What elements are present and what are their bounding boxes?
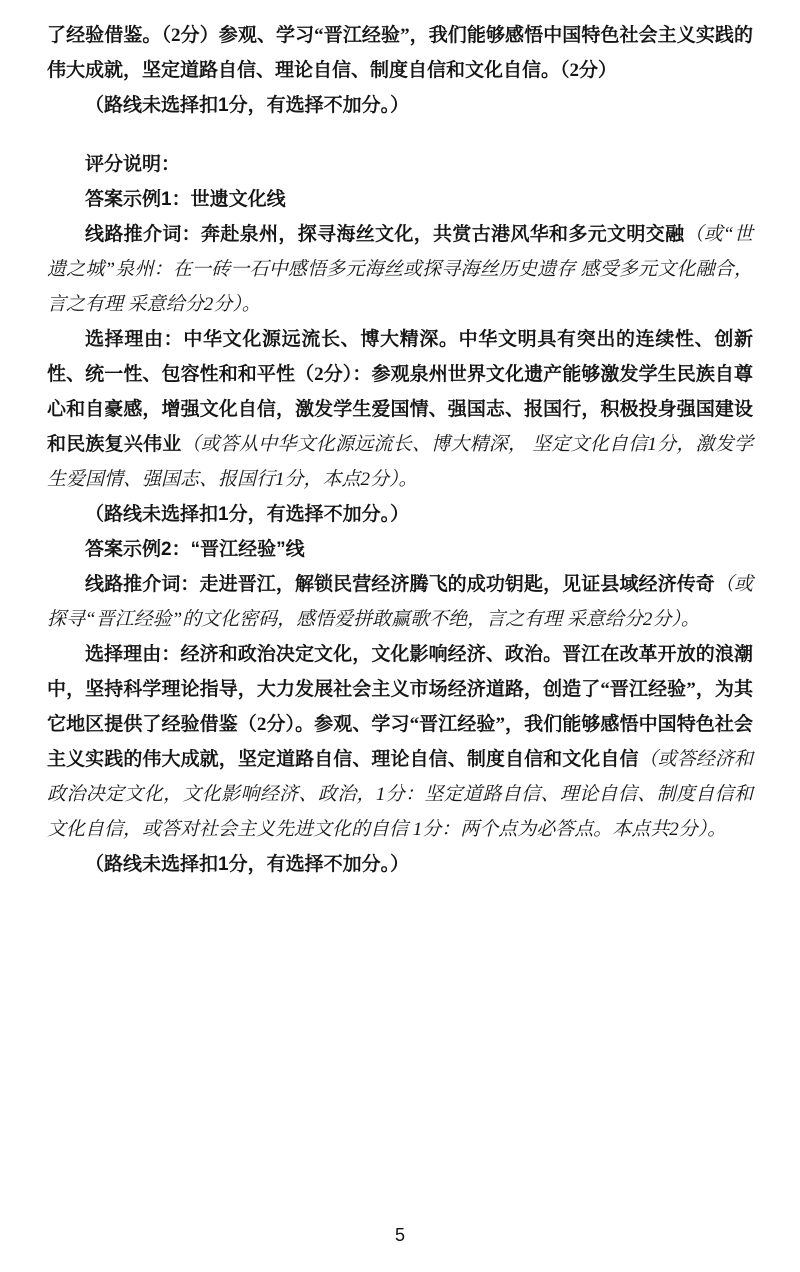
scoring-note-3: （路线未选择扣1分，有选择不加分。） (85, 854, 410, 875)
example1-intro-paragraph (47, 217, 753, 322)
page-number: 5 (394, 1225, 405, 1245)
example1-intro-normal: 线路推介词：奔赴泉州，探寻海丝文化，共赏古港风华和多元文明交融 (85, 224, 685, 245)
scoring-heading: 评分说明： (85, 154, 181, 175)
example2-intro-alt: （或探寻“晋江经验”的文化密码，感悟爱拼敢赢歌不绝，言之有理 采意给分2分）。 (47, 574, 753, 630)
example1-reason-normal: 选择理由：中华文化源远流长、博大精深。中华文明具有突出的连续性、创新性、统一性、包容性和和平性（2分）：参观泉州世界文化遗产能够激发学生民族自尊心和自豪感，增强文化自信，激发学生爱国情、强国志、报国行，积极投身强国建设和民族复兴伟业 (47, 329, 753, 455)
continuation-paragraph-text: 了经验借鉴。（2分）参观、学习“晋江经验”，我们能够感悟中国特色社会主义实践的伟大成就，坚定道路自信、理论自信、制度自信和文化自信。（2分） (47, 25, 753, 81)
example2-reason-alt: （或答经济和政治决定文化，文化影响经济、政治，1分：坚定道路自信、理论自信、制度自信和文化自信，或答对社会主义先进文化的自信 1分：两个点为必答点。本点共2分）。 (47, 749, 753, 840)
example1-intro-alt: （或“世遗之城”泉州：在一砖一石中感悟多元海丝或探寻海丝历史遗存 感受多元文化融合，言之有理 采意给分2分）。 (47, 224, 753, 315)
scoring-note-1: （路线未选择扣1分，有选择不加分。） (85, 95, 410, 116)
example2-reason-paragraph (47, 637, 753, 847)
continuation-paragraph (47, 18, 753, 88)
example2-intro-normal: 线路推介词：走进晋江，解锁民营经济腾飞的成功钥匙，见证县域经济传奇 (85, 574, 715, 595)
example2-title: 答案示例2：“晋江经验”线 (85, 539, 305, 560)
example2-reason-normal: 选择理由：经济和政治决定文化，文化影响经济、政治。晋江在改革开放的浪潮中，坚持科学理论指导，大力发展社会主义市场经济道路，创造了“晋江经验”，为其它地区提供了经验借鉴（2分）。参观、学习“晋江经验”，我们能够感悟中国特色社会主义实践的伟大成就，坚定道路自信、理论自信、制度自信和文化自信 (47, 644, 753, 770)
example2-intro-paragraph (47, 567, 753, 637)
example1-reason-alt: （或答从中华文化源远流长、博大精深， 坚定文化自信1分，激发学生爱国情、强国志、报国行1分，本点2分）。 (47, 434, 753, 490)
section-gap (47, 123, 753, 147)
example1-title: 答案示例1：世遗文化线 (85, 189, 286, 210)
scoring-note-2: （路线未选择扣1分，有选择不加分。） (85, 504, 410, 525)
example1-reason-paragraph (47, 322, 753, 497)
